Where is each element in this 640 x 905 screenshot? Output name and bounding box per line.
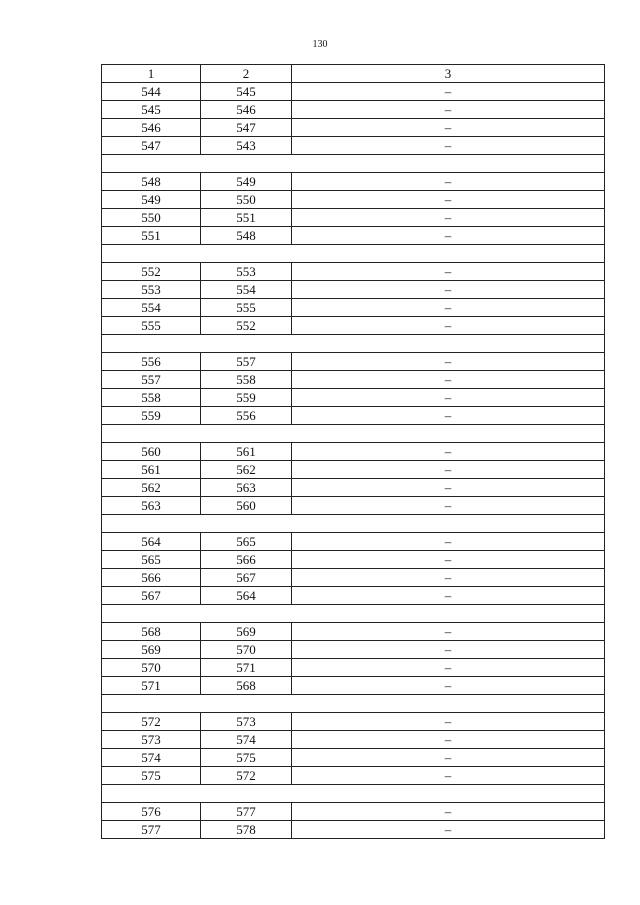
column-header-3: 3 <box>292 65 605 83</box>
table-cell-col3: – <box>292 227 605 245</box>
table-row <box>102 569 605 587</box>
group-separator-row <box>102 695 605 713</box>
table-cell-col2: 567 <box>201 569 292 587</box>
table-cell-col3: – <box>292 803 605 821</box>
column-header-2: 2 <box>201 65 292 83</box>
table-cell-col1: 558 <box>102 389 201 407</box>
table-cell-col2: 546 <box>201 101 292 119</box>
table-cell-col1: 562 <box>102 479 201 497</box>
table-cell-col2: 547 <box>201 119 292 137</box>
table-cell-col2: 557 <box>201 353 292 371</box>
table-cell-col2: 565 <box>201 533 292 551</box>
table-row <box>102 227 605 245</box>
table-cell-col3: – <box>292 461 605 479</box>
separator-cell <box>102 605 605 623</box>
table-cell-col3: – <box>292 569 605 587</box>
table-cell-col2: 559 <box>201 389 292 407</box>
group-separator-row <box>102 515 605 533</box>
table-cell-col3: – <box>292 479 605 497</box>
table-cell-col1: 547 <box>102 137 201 155</box>
table-cell-col2: 551 <box>201 209 292 227</box>
table-cell-col2: 574 <box>201 731 292 749</box>
table-row <box>102 389 605 407</box>
table-cell-col2: 563 <box>201 479 292 497</box>
table-cell-col3: – <box>292 587 605 605</box>
group-separator-row <box>102 245 605 263</box>
table-row <box>102 461 605 479</box>
separator-cell <box>102 155 605 173</box>
table-cell-col3: – <box>292 443 605 461</box>
table-row <box>102 173 605 191</box>
table-cell-col1: 575 <box>102 767 201 785</box>
table-cell-col1: 576 <box>102 803 201 821</box>
table-cell-col1: 557 <box>102 371 201 389</box>
group-separator-row <box>102 155 605 173</box>
table-cell-col3: – <box>292 497 605 515</box>
table-cell-col2: 549 <box>201 173 292 191</box>
table-cell-col2: 558 <box>201 371 292 389</box>
table-cell-col2: 548 <box>201 227 292 245</box>
table-cell-col3: – <box>292 299 605 317</box>
separator-cell <box>102 245 605 263</box>
table-row <box>102 713 605 731</box>
table-cell-col2: 577 <box>201 803 292 821</box>
table-row <box>102 371 605 389</box>
table-cell-col3: – <box>292 623 605 641</box>
table-cell-col1: 572 <box>102 713 201 731</box>
table-cell-col2: 571 <box>201 659 292 677</box>
table-cell-col2: 552 <box>201 317 292 335</box>
table-cell-col2: 554 <box>201 281 292 299</box>
table-cell-col3: – <box>292 83 605 101</box>
table-row <box>102 317 605 335</box>
table-row <box>102 209 605 227</box>
table-cell-col3: – <box>292 191 605 209</box>
table-row <box>102 731 605 749</box>
table-cell-col2: 566 <box>201 551 292 569</box>
table-row <box>102 533 605 551</box>
table-cell-col1: 573 <box>102 731 201 749</box>
table-cell-col2: 568 <box>201 677 292 695</box>
table-cell-col3: – <box>292 119 605 137</box>
table-cell-col3: – <box>292 263 605 281</box>
separator-cell <box>102 785 605 803</box>
table-row <box>102 299 605 317</box>
table-cell-col1: 555 <box>102 317 201 335</box>
table-cell-col3: – <box>292 677 605 695</box>
table-cell-col1: 564 <box>102 533 201 551</box>
header-row <box>102 65 605 83</box>
table-cell-col2: 553 <box>201 263 292 281</box>
table-cell-col1: 549 <box>102 191 201 209</box>
table-cell-col1: 546 <box>102 119 201 137</box>
table-row <box>102 551 605 569</box>
table-cell-col1: 574 <box>102 749 201 767</box>
table-cell-col1: 552 <box>102 263 201 281</box>
table-cell-col2: 561 <box>201 443 292 461</box>
table-row <box>102 101 605 119</box>
table-cell-col3: – <box>292 659 605 677</box>
table-cell-col2: 570 <box>201 641 292 659</box>
table-cell-col1: 571 <box>102 677 201 695</box>
table-cell-col2: 562 <box>201 461 292 479</box>
table-row <box>102 749 605 767</box>
table-cell-col2: 572 <box>201 767 292 785</box>
table-row <box>102 191 605 209</box>
table-row <box>102 641 605 659</box>
table-cell-col1: 567 <box>102 587 201 605</box>
table-cell-col3: – <box>292 821 605 839</box>
table-cell-col3: – <box>292 317 605 335</box>
table-header <box>102 65 605 83</box>
data-table <box>101 64 605 839</box>
table-cell-col1: 559 <box>102 407 201 425</box>
table-cell-col2: 543 <box>201 137 292 155</box>
table-row <box>102 821 605 839</box>
table-row <box>102 281 605 299</box>
separator-cell <box>102 695 605 713</box>
table-cell-col1: 548 <box>102 173 201 191</box>
table-cell-col1: 545 <box>102 101 201 119</box>
table-cell-col1: 566 <box>102 569 201 587</box>
table-cell-col2: 573 <box>201 713 292 731</box>
table-cell-col3: – <box>292 389 605 407</box>
table-row <box>102 497 605 515</box>
table-cell-col2: 550 <box>201 191 292 209</box>
table-cell-col3: – <box>292 407 605 425</box>
table-row <box>102 443 605 461</box>
table-row <box>102 677 605 695</box>
table-cell-col1: 563 <box>102 497 201 515</box>
table-body <box>102 83 605 839</box>
table-cell-col1: 561 <box>102 461 201 479</box>
table-cell-col1: 568 <box>102 623 201 641</box>
table-row <box>102 119 605 137</box>
table-cell-col3: – <box>292 209 605 227</box>
table-cell-col2: 545 <box>201 83 292 101</box>
table-row <box>102 767 605 785</box>
group-separator-row <box>102 335 605 353</box>
table-cell-col2: 560 <box>201 497 292 515</box>
table-cell-col3: – <box>292 173 605 191</box>
separator-cell <box>102 425 605 443</box>
table-row <box>102 263 605 281</box>
table-cell-col2: 556 <box>201 407 292 425</box>
table-row <box>102 623 605 641</box>
table-cell-col3: – <box>292 371 605 389</box>
group-separator-row <box>102 425 605 443</box>
table-cell-col2: 578 <box>201 821 292 839</box>
table-cell-col2: 575 <box>201 749 292 767</box>
table-cell-col3: – <box>292 353 605 371</box>
table-cell-col3: – <box>292 137 605 155</box>
group-separator-row <box>102 785 605 803</box>
table-cell-col3: – <box>292 551 605 569</box>
table-cell-col3: – <box>292 281 605 299</box>
table-row <box>102 479 605 497</box>
table-cell-col3: – <box>292 533 605 551</box>
table-row <box>102 407 605 425</box>
table-row <box>102 587 605 605</box>
column-header-1: 1 <box>102 65 201 83</box>
table-cell-col1: 551 <box>102 227 201 245</box>
table-cell-col3: – <box>292 731 605 749</box>
table-cell-col1: 570 <box>102 659 201 677</box>
table-cell-col1: 560 <box>102 443 201 461</box>
table-row <box>102 803 605 821</box>
table-row <box>102 353 605 371</box>
table-cell-col3: – <box>292 749 605 767</box>
table-row <box>102 659 605 677</box>
table-cell-col1: 569 <box>102 641 201 659</box>
group-separator-row <box>102 605 605 623</box>
table-cell-col1: 553 <box>102 281 201 299</box>
table-cell-col2: 555 <box>201 299 292 317</box>
table-cell-col1: 544 <box>102 83 201 101</box>
table-row <box>102 83 605 101</box>
table-cell-col1: 550 <box>102 209 201 227</box>
table-cell-col1: 554 <box>102 299 201 317</box>
table-cell-col1: 577 <box>102 821 201 839</box>
table-cell-col2: 569 <box>201 623 292 641</box>
table-cell-col3: – <box>292 101 605 119</box>
table-cell-col3: – <box>292 767 605 785</box>
separator-cell <box>102 515 605 533</box>
table-cell-col1: 565 <box>102 551 201 569</box>
page-number: 130 <box>312 39 328 50</box>
table-cell-col3: – <box>292 713 605 731</box>
separator-cell <box>102 335 605 353</box>
table-row <box>102 137 605 155</box>
table-cell-col2: 564 <box>201 587 292 605</box>
table-cell-col3: – <box>292 641 605 659</box>
table-cell-col1: 556 <box>102 353 201 371</box>
